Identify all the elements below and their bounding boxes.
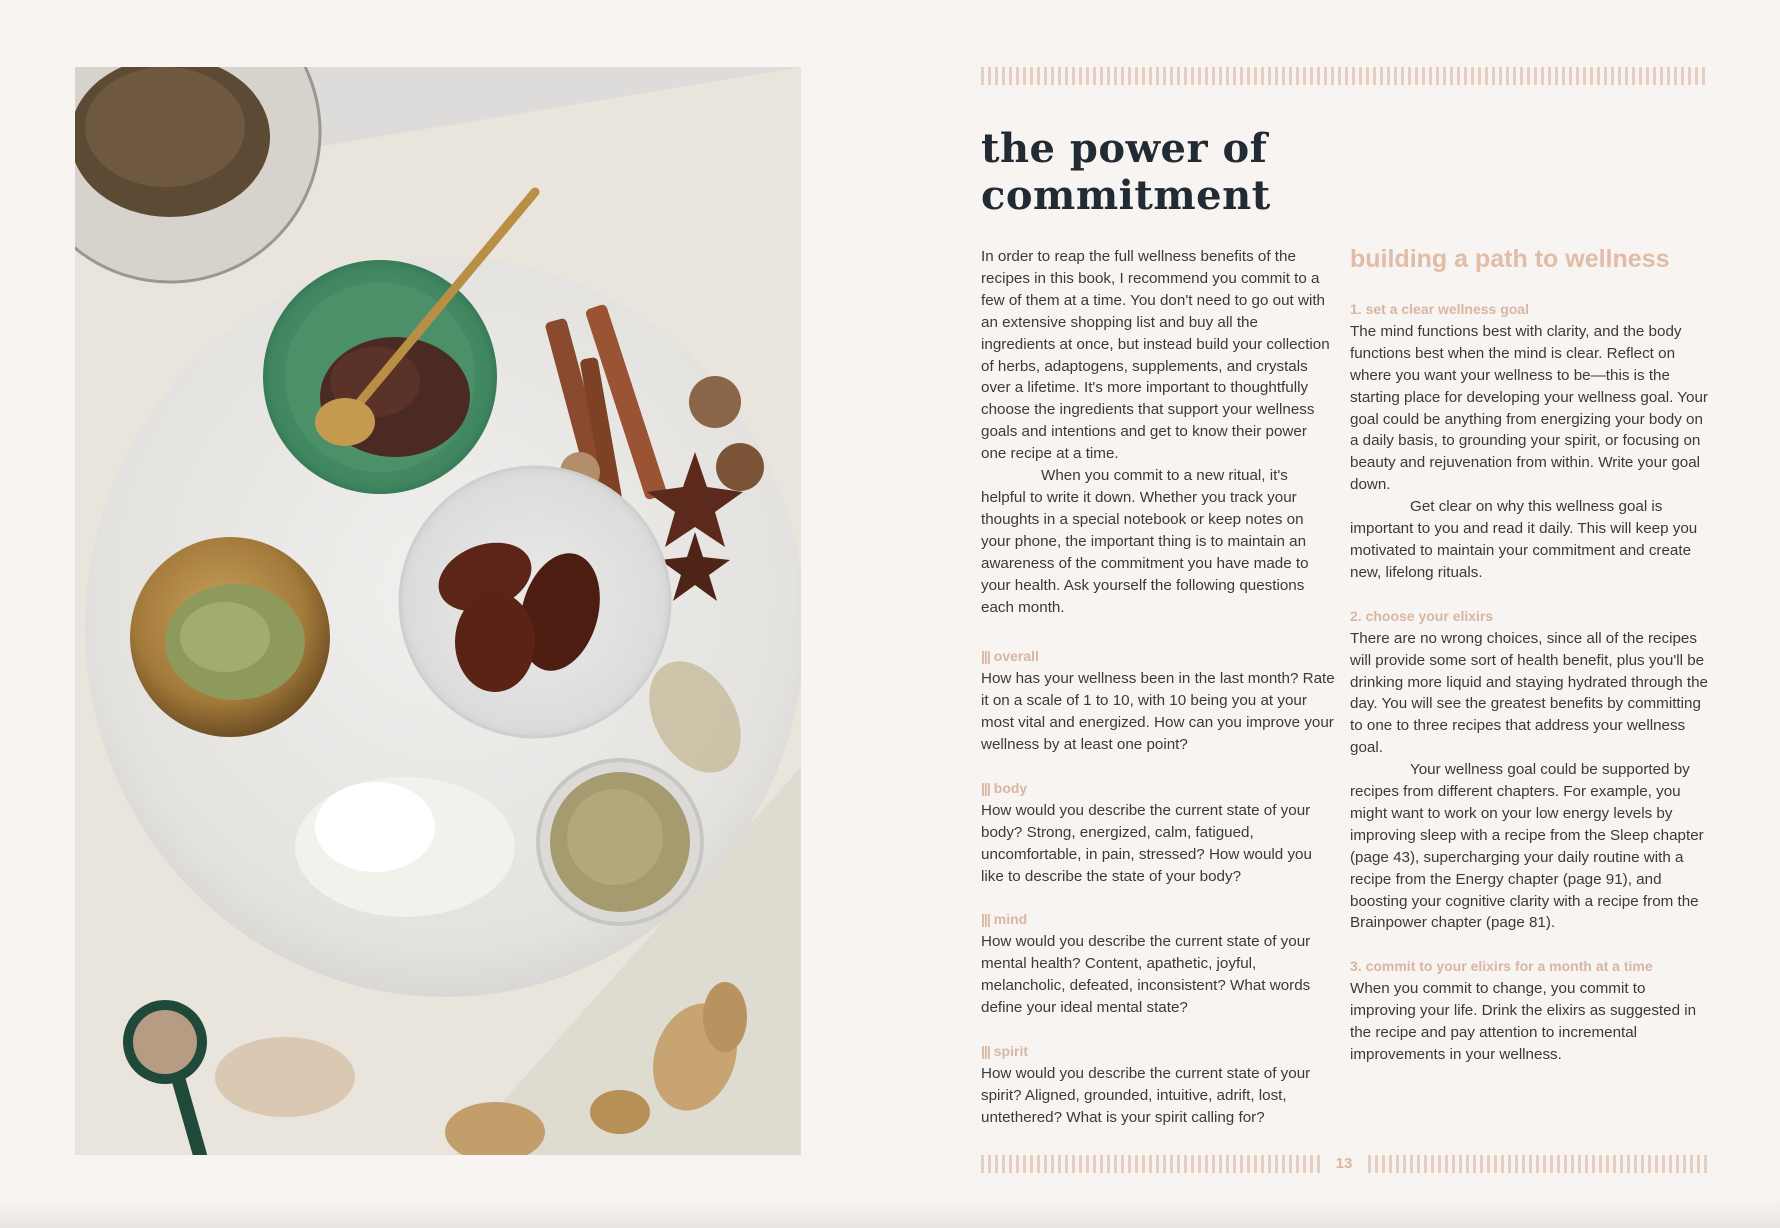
question-mind <box>981 909 1336 1019</box>
question-text: How would you describe the current state of your spirit? Aligned, grounded, intuitive, adrift, lost, untethered? What is your spirit calling for? <box>981 1064 1311 1126</box>
question-heading: mind <box>993 911 1028 928</box>
page-title <box>981 125 1401 219</box>
footer-stripe-right <box>1368 1155 1708 1173</box>
step-paragraph-2: Get clear on why this wellness goal is important to you and read it daily. This will keep you motivated to maintain your commitment and create new, lifelong rituals. <box>1350 498 1698 581</box>
step-1 <box>1350 299 1710 584</box>
question-text: How would you describe the current state of your body? Strong, energized, calm, fatigued, uncomfortable, in pain, stressed? How would you like to describe the state of your body? <box>981 801 1312 885</box>
bars-icon: ||| <box>981 648 990 665</box>
step-paragraph-1: There are no wrong choices, since all of the recipes will provide some sort of health benefit, plus you'll be drinking more liquid and staying hydrated through the day. You will see the greatest benefits by committing to one to three recipes that address your wellness goal. <box>1350 629 1708 757</box>
bars-icon: ||| <box>981 1043 990 1059</box>
step-heading: 1. set a clear wellness goal <box>1350 301 1529 317</box>
page-number: 13 <box>1335 1155 1353 1172</box>
page-bottom-shadow <box>0 1198 1780 1228</box>
step-3 <box>1350 956 1710 1066</box>
bars-icon: ||| <box>981 911 990 928</box>
question-text: How would you describe the current state of your mental health? Content, apathetic, joyful, melancholic, defeated, inconsistent? What words define your ideal mental state? <box>981 933 1311 1017</box>
question-heading: spirit <box>993 1043 1028 1059</box>
right-text-column <box>1350 246 1710 1088</box>
step-heading: 3. commit to your elixirs for a month at a time <box>1350 958 1653 975</box>
question-overall <box>981 646 1336 756</box>
step-heading: 2. choose your elixirs <box>1350 607 1494 624</box>
step-paragraph-1: The mind functions best with clarity, and the body functions best when the mind is clear. Reflect on where you want your wellness to be—this is the starting place for developing your wellness goal. Your goal could be anything from energizing your body on a daily basis, to grounding your spirit, or focusing on beauty and rejuvenation from within. Write your goal down. <box>1350 322 1708 494</box>
step-paragraph-1: When you commit to change, you commit to improving your life. Drink the elixirs as suggested in the recipe and pay attention to incremental improvements in your wellness. <box>1350 980 1697 1063</box>
top-decorative-stripe <box>981 67 1708 85</box>
bars-icon: ||| <box>981 779 990 796</box>
section-subtitle: building a path to wellness <box>1350 245 1670 273</box>
question-body <box>981 778 1336 888</box>
question-heading: overall <box>993 648 1039 665</box>
question-spirit <box>981 1041 1336 1129</box>
intro-paragraph-2: When you commit to a new ritual, it's helpful to write it down. Whether you track your thoughts in a special notebook or keep notes on your phone, the important thing is to maintain an awareness of the commitment you have made to your health. Ask yourself the following questions each month. <box>981 467 1309 616</box>
step-paragraph-2: Your wellness goal could be supported by recipes from different chapters. For example, you might want to work on your low energy levels by improving sleep with a recipe from the Sleep chapter (page 43), supercharging your daily routine with a recipe from the Energy chapter (page 91), and boosting your cognitive clarity with a recipe from the Brainpower chapter (page 81). <box>1350 761 1704 932</box>
title-line-1: the power of <box>981 125 1268 172</box>
left-text-column <box>981 246 1336 1129</box>
footer-stripe-left <box>981 1155 1320 1173</box>
intro-paragraph-1: In order to reap the full wellness benefits of the recipes in this book, I recommend you commit to a few of them at a time. You don't need to go out with an extensive shopping list and buy all the ingredients at once, but instead build your collection of herbs, adaptogens, supplements, and crystals over a lifetime. It's more important to thoughtfully choose the ingredients that support your wellness goals and intentions and get to know their power one recipe at a time. <box>981 248 1330 463</box>
title-line-2: commitment <box>981 172 1271 219</box>
question-text: How has your wellness been in the last month? Rate it on a scale of 1 to 10, with 10 being you at your most vital and energized. How can you improve your wellness by at least one point? <box>981 670 1335 754</box>
question-heading: body <box>993 779 1028 796</box>
step-2 <box>1350 606 1710 935</box>
ingredients-photo <box>75 67 801 1155</box>
